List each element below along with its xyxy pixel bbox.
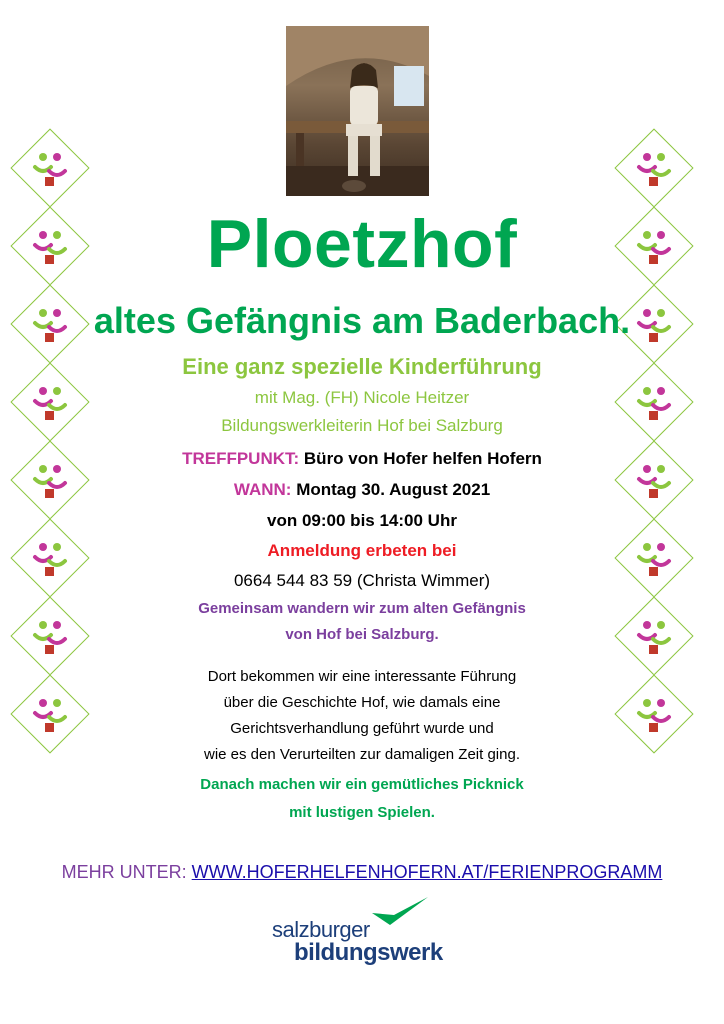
more-info (0, 862, 724, 883)
more-label: MEHR UNTER: (61, 862, 187, 882)
walk-line-1: Gemeinsam wandern wir zum alten Gefängnis (198, 600, 526, 617)
when-value: Montag 30. August 2021 (296, 480, 491, 499)
guide-role: Bildungswerkleiterin Hof bei Salzburg (221, 416, 503, 435)
tagline: Eine ganz spezielle Kinderführung (182, 354, 542, 379)
event-time: von 09:00 bis 14:00 Uhr (267, 511, 457, 530)
body-line: Dort bekommen wir eine interessante Führung (207, 668, 517, 685)
walk-line-2: von Hof bei Salzburg. (285, 626, 439, 643)
logo-line-2: bildungswerk (294, 939, 443, 966)
event-date (0, 480, 724, 500)
hofer-logo-icon (10, 128, 89, 207)
hofer-logo-icon (10, 674, 89, 753)
body-line: über die Geschichte Hof, wie damals eine (223, 694, 501, 711)
hofer-logo-icon (614, 128, 693, 207)
when-label: WANN: (233, 480, 292, 499)
checkmark-icon (370, 895, 430, 929)
prison-photo (286, 26, 429, 196)
meeting-label: TREFFPUNKT: (182, 449, 300, 468)
page-title: Ploetzhof (206, 206, 518, 282)
page-subtitle: altes Gefängnis am Baderbach. (93, 300, 631, 341)
meeting-point (0, 449, 724, 469)
website-link[interactable]: WWW.HOFERHELFENHOFERN.AT/FERIENPROGRAMM (191, 862, 663, 882)
logo-line-1: salzburger (272, 917, 370, 942)
hofer-logo-icon (614, 674, 693, 753)
meeting-value: Büro von Hofer helfen Hofern (303, 449, 542, 468)
body-line: Gerichtsverhandlung geführt wurde und (230, 720, 494, 737)
registration-note: Anmeldung erbeten bei (267, 541, 457, 560)
guide-name: mit Mag. (FH) Nicole Heitzer (254, 388, 470, 407)
salzburger-bildungswerk-logo (270, 895, 450, 975)
picnic-line-2: mit lustigen Spielen. (289, 804, 435, 821)
contact-phone: 0664 544 83 59 (Christa Wimmer) (233, 571, 491, 590)
body-line: wie es den Verurteilten zur damaligen Zeit ging. (203, 746, 520, 763)
picnic-line-1: Danach machen wir ein gemütliches Picknick (200, 776, 524, 793)
